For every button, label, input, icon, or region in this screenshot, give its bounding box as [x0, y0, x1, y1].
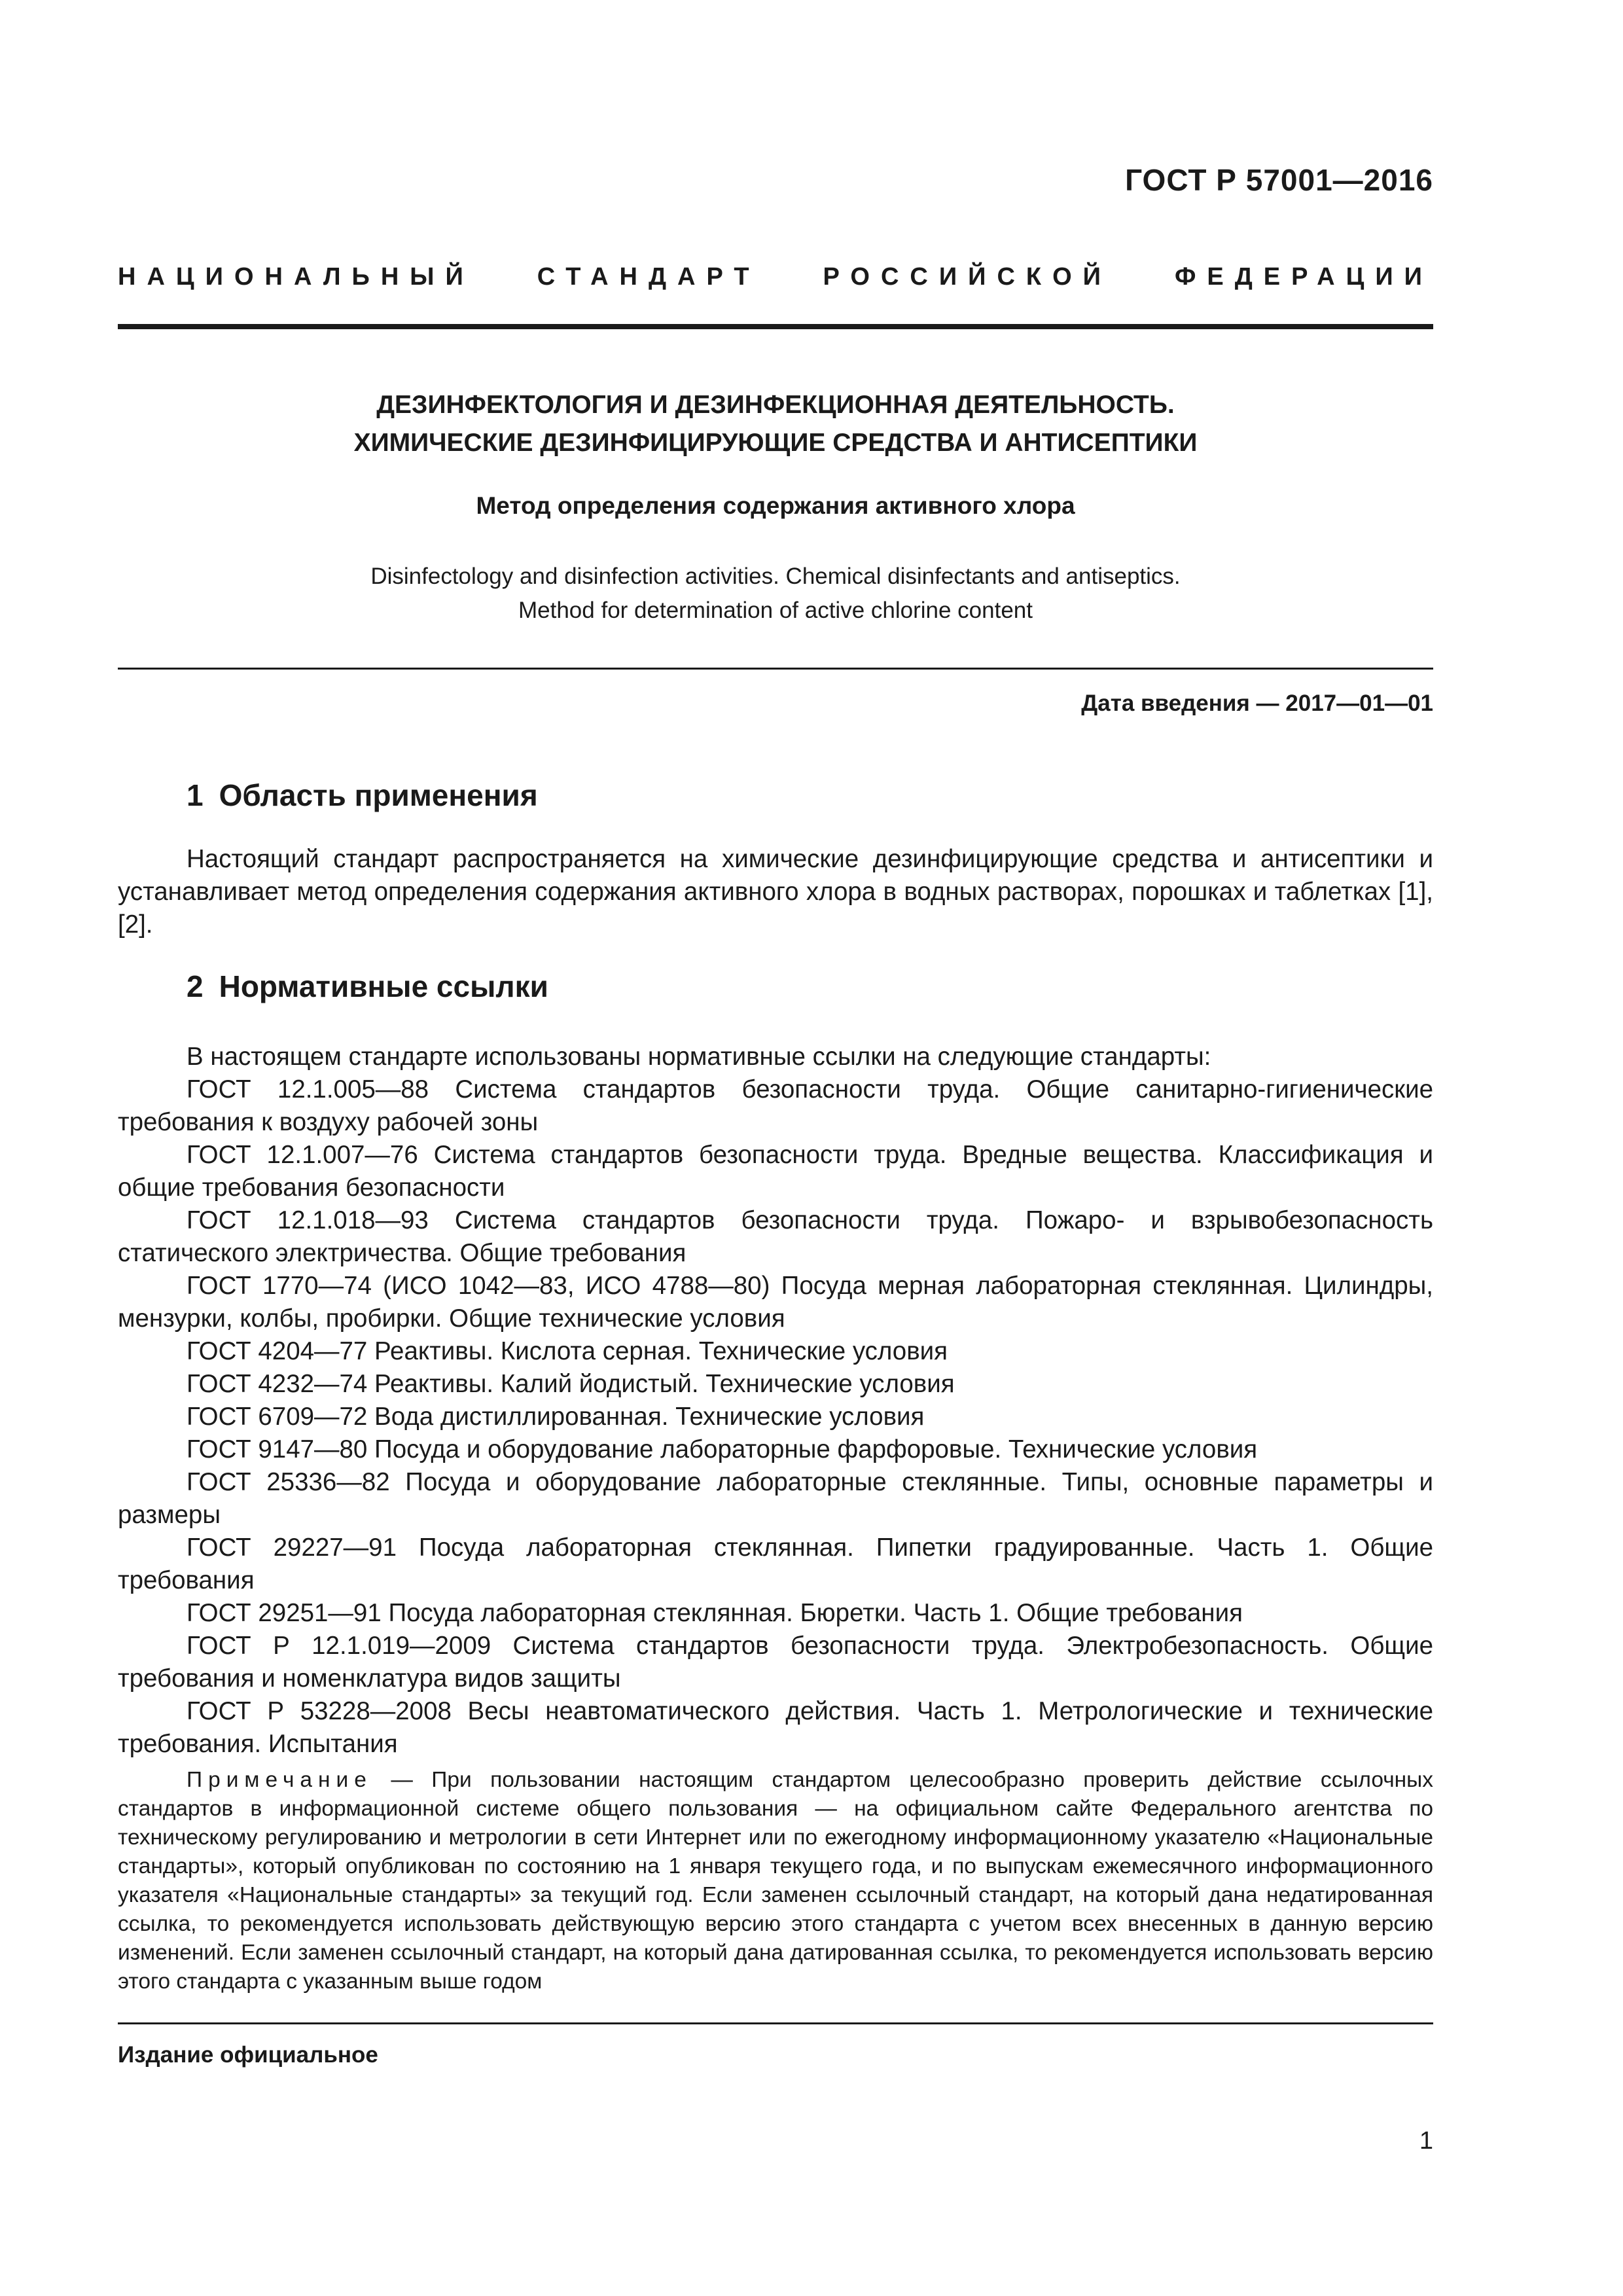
title-divider	[118, 668, 1433, 670]
standard-code: ГОСТ Р 57001—2016	[1125, 163, 1433, 197]
footer-divider	[118, 2022, 1433, 2024]
note-label: Примечание	[187, 1768, 372, 1792]
banner-word: НАЦИОНАЛЬНЫЙ	[118, 263, 474, 291]
reference-item: ГОСТ 12.1.018—93 Система стандартов безопасности труда. Пожаро- и взрывобезопасность статического электричества. Общие требования	[118, 1206, 1433, 1267]
banner-word: ФЕДЕРАЦИИ	[1174, 263, 1433, 291]
paragraph: В настоящем стандарте использованы нормативные ссылки на следующие стандарты:	[187, 1043, 1211, 1071]
reference-item: ГОСТ 9147—80 Посуда и оборудование лабораторные фарфоровые. Технические условия	[187, 1435, 1258, 1463]
reference-item: ГОСТ 4204—77 Реактивы. Кислота серная. Технические условия	[187, 1337, 948, 1365]
document-title	[118, 386, 1433, 462]
english-title	[118, 560, 1433, 628]
reference-item: ГОСТ 25336—82 Посуда и оборудование лабораторные стеклянные. Типы, основные параметры и размеры	[118, 1468, 1433, 1529]
reference-item: ГОСТ Р 12.1.019—2009 Система стандартов безопасности труда. Электробезопасность. Общие требования и номенклатура видов защиты	[118, 1632, 1433, 1693]
section-2-body	[118, 1041, 1433, 1761]
banner-word: СТАНДАРТ	[537, 263, 760, 291]
section-1-body	[118, 843, 1433, 941]
section-2-heading	[187, 969, 548, 1004]
english-title-line: Disinfectology and disinfection activities. Chemical disinfectants and antiseptics.	[370, 564, 1181, 589]
reference-item: ГОСТ Р 53228—2008 Весы неавтоматического действия. Часть 1. Метрологические и технические требования. Испытания	[118, 1697, 1433, 1758]
national-standard-banner	[118, 263, 1433, 291]
reference-item: ГОСТ 12.1.007—76 Система стандартов безопасности труда. Вредные вещества. Классификация и общие требования безопасности	[118, 1141, 1433, 1202]
document-subtitle: Метод определения содержания активного хлора	[476, 492, 1075, 519]
paragraph: Настоящий стандарт распространяется на химические дезинфицирующие средства и антисептики и устанавливает метод определения содержания активного хлора в водных растворах, порошках и таблетках [1], [2].	[118, 845, 1433, 939]
section-title: Область применения	[219, 778, 538, 812]
section-number: 1	[187, 778, 204, 812]
note-text: — При пользовании настоящим стандартом целесообразно проверить действие ссылочных стандартов в информационной системе общего пользования — на официальном сайте Федерального агентства по техническому регулированию и метрологии в сети Интернет или по ежегодному информационному указателю «Национальные стандарты», который опубликован по состоянию на 1 января текущего года, и по выпускам ежемесячного информационного указателя «Национальные стандарты» за текущий год. Если заменен ссылочный стандарт, на который дана недатированная ссылка, то рекомендуется использовать действующую версию этого стандарта с учетом всех внесенных в данную версию изменений. Если заменен ссылочный стандарт, на который дана датированная ссылка, то рекомендуется использовать версию этого стандарта с указанным выше годом	[118, 1768, 1433, 1994]
header-divider	[118, 324, 1433, 329]
introduction-date: Дата введения — 2017—01—01	[1081, 691, 1433, 716]
official-edition-label: Издание официальное	[118, 2042, 378, 2068]
reference-item: ГОСТ 29251—91 Посуда лабораторная стеклянная. Бюретки. Часть 1. Общие требования	[187, 1599, 1243, 1627]
reference-item: ГОСТ 1770—74 (ИСО 1042—83, ИСО 4788—80) Посуда мерная лабораторная стеклянная. Цилиндры, мензурки, колбы, пробирки. Общие технические условия	[118, 1272, 1433, 1333]
title-line: ДЕЗИНФЕКТОЛОГИЯ И ДЕЗИНФЕКЦИОННАЯ ДЕЯТЕЛЬНОСТЬ.	[376, 391, 1175, 419]
note-block	[118, 1766, 1433, 1996]
english-title-line: Method for determination of active chlorine content	[518, 598, 1033, 623]
reference-item: ГОСТ 4232—74 Реактивы. Калий йодистый. Технические условия	[187, 1370, 955, 1398]
reference-item: ГОСТ 29227—91 Посуда лабораторная стеклянная. Пипетки градуированные. Часть 1. Общие требования	[118, 1534, 1433, 1594]
section-1-heading	[187, 778, 538, 813]
title-line: ХИМИЧЕСКИЕ ДЕЗИНФИЦИРУЮЩИЕ СРЕДСТВА И АНТИСЕПТИКИ	[353, 429, 1198, 457]
reference-item: ГОСТ 12.1.005—88 Система стандартов безопасности труда. Общие санитарно-гигиенические требования к воздуху рабочей зоны	[118, 1075, 1433, 1136]
page-number: 1	[1419, 2127, 1433, 2155]
section-number: 2	[187, 969, 204, 1003]
banner-word: РОССИЙСКОЙ	[823, 263, 1112, 291]
section-title: Нормативные ссылки	[219, 969, 548, 1003]
reference-item: ГОСТ 6709—72 Вода дистиллированная. Технические условия	[187, 1403, 925, 1431]
